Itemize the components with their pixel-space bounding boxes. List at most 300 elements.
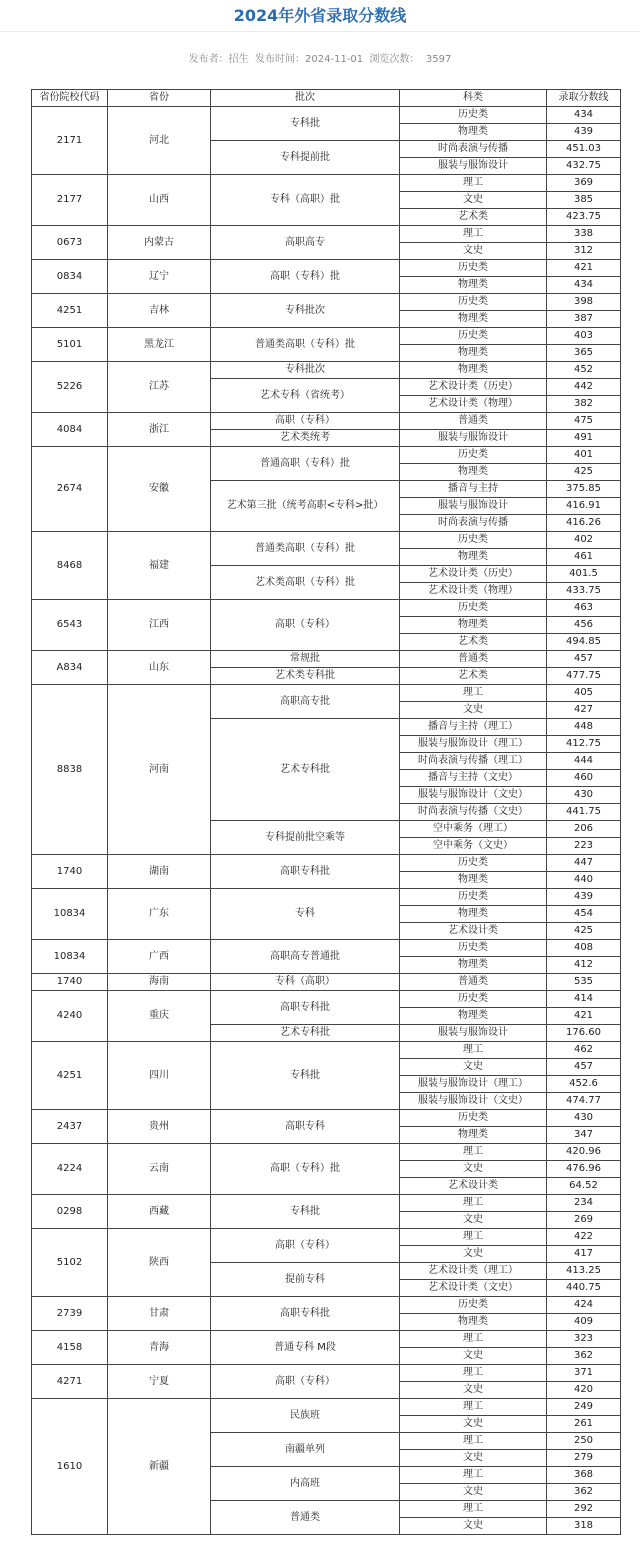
score-cell: 64.52 — [547, 1178, 621, 1195]
batch-cell: 专科批 — [211, 107, 400, 141]
score-cell: 434 — [547, 107, 621, 124]
batch-cell: 普通专科 M段 — [211, 1331, 400, 1365]
province-cell: 四川 — [108, 1042, 211, 1110]
batch-cell: 普通高职（专科）批 — [211, 447, 400, 481]
category-cell: 播音与主持（文史） — [400, 770, 547, 787]
category-cell: 历史类 — [400, 991, 547, 1008]
province-cell: 安徽 — [108, 447, 211, 532]
score-cell: 440 — [547, 872, 621, 889]
score-cell: 403 — [547, 328, 621, 345]
publisher-label: 发布者： — [188, 54, 229, 65]
score-cell: 422 — [547, 1229, 621, 1246]
category-cell: 艺术类 — [400, 209, 547, 226]
province-cell: 山东 — [108, 651, 211, 685]
category-cell: 艺术类 — [400, 634, 547, 651]
batch-cell: 专科（高职） — [211, 974, 400, 991]
category-cell: 物理类 — [400, 311, 547, 328]
category-cell: 服装与服饰设计（理工） — [400, 1076, 547, 1093]
table-row — [32, 1229, 621, 1246]
table-row — [32, 107, 621, 124]
header-score: 录取分数线 — [547, 90, 621, 107]
score-cell: 206 — [547, 821, 621, 838]
score-cell: 371 — [547, 1365, 621, 1382]
category-cell: 服装与服饰设计 — [400, 1025, 547, 1042]
school-code-cell: 8838 — [32, 685, 108, 855]
batch-cell: 艺术类高职（专科）批 — [211, 566, 400, 600]
category-cell: 文史 — [400, 1484, 547, 1501]
category-cell: 艺术设计类（物理） — [400, 396, 547, 413]
category-cell: 物理类 — [400, 957, 547, 974]
batch-cell: 艺术类统考 — [211, 430, 400, 447]
batch-cell: 高职（专科） — [211, 1365, 400, 1399]
table-row — [32, 532, 621, 549]
school-code-cell: 0834 — [32, 260, 108, 294]
province-cell: 云南 — [108, 1144, 211, 1195]
score-cell: 425 — [547, 923, 621, 940]
score-cell: 223 — [547, 838, 621, 855]
score-cell: 323 — [547, 1331, 621, 1348]
score-cell: 176.60 — [547, 1025, 621, 1042]
category-cell: 文史 — [400, 702, 547, 719]
province-cell: 宁夏 — [108, 1365, 211, 1399]
score-cell: 452.6 — [547, 1076, 621, 1093]
score-table-body — [32, 90, 621, 1535]
score-cell: 412 — [547, 957, 621, 974]
category-cell: 服装与服饰设计 — [400, 498, 547, 515]
batch-cell: 专科提前批空乘等 — [211, 821, 400, 855]
score-cell: 424 — [547, 1297, 621, 1314]
score-cell: 425 — [547, 464, 621, 481]
school-code-cell: 10834 — [32, 940, 108, 974]
batch-cell: 南疆单列 — [211, 1433, 400, 1467]
batch-cell: 艺术第三批（统考高职<专科>批） — [211, 481, 400, 532]
score-cell: 312 — [547, 243, 621, 260]
batch-cell: 高职专科批 — [211, 1297, 400, 1331]
batch-cell: 专科批次 — [211, 362, 400, 379]
school-code-cell: 2437 — [32, 1110, 108, 1144]
category-cell: 艺术设计类 — [400, 1178, 547, 1195]
school-code-cell: 4158 — [32, 1331, 108, 1365]
score-cell: 385 — [547, 192, 621, 209]
score-cell: 427 — [547, 702, 621, 719]
table-row — [32, 651, 621, 668]
batch-cell: 普通类高职（专科）批 — [211, 328, 400, 362]
table-row — [32, 1399, 621, 1416]
school-code-cell: 10834 — [32, 889, 108, 940]
score-cell: 269 — [547, 1212, 621, 1229]
batch-cell: 专科批 — [211, 1042, 400, 1110]
school-code-cell: 5226 — [32, 362, 108, 413]
score-cell: 279 — [547, 1450, 621, 1467]
batch-cell: 高职（专科） — [211, 413, 400, 430]
score-cell: 421 — [547, 1008, 621, 1025]
school-code-cell: A834 — [32, 651, 108, 685]
category-cell: 文史 — [400, 1246, 547, 1263]
category-cell: 服装与服饰设计（文史） — [400, 1093, 547, 1110]
province-cell: 江西 — [108, 600, 211, 651]
category-cell: 理工 — [400, 1399, 547, 1416]
category-cell: 历史类 — [400, 1297, 547, 1314]
score-cell: 362 — [547, 1348, 621, 1365]
table-row — [32, 889, 621, 906]
category-cell: 播音与主持 — [400, 481, 547, 498]
school-code-cell: 0298 — [32, 1195, 108, 1229]
score-cell: 457 — [547, 1059, 621, 1076]
category-cell: 历史类 — [400, 940, 547, 957]
score-cell: 441.75 — [547, 804, 621, 821]
category-cell: 文史 — [400, 1518, 547, 1535]
school-code-cell: 5102 — [32, 1229, 108, 1297]
table-row — [32, 940, 621, 957]
score-cell: 401.5 — [547, 566, 621, 583]
score-cell: 447 — [547, 855, 621, 872]
school-code-cell: 4224 — [32, 1144, 108, 1195]
category-cell: 文史 — [400, 192, 547, 209]
publish-time: 2024-11-01 — [305, 54, 364, 65]
table-row — [32, 1297, 621, 1314]
batch-cell: 常规批 — [211, 651, 400, 668]
table-row — [32, 175, 621, 192]
province-cell: 海南 — [108, 974, 211, 991]
category-cell: 历史类 — [400, 294, 547, 311]
school-code-cell: 1610 — [32, 1399, 108, 1535]
table-row — [32, 685, 621, 702]
province-cell: 辽宁 — [108, 260, 211, 294]
table-row — [32, 1331, 621, 1348]
batch-cell: 艺术类专科批 — [211, 668, 400, 685]
table-row — [32, 1144, 621, 1161]
table-row — [32, 328, 621, 345]
category-cell: 艺术设计类（理工） — [400, 1263, 547, 1280]
category-cell: 文史 — [400, 1382, 547, 1399]
publisher: 招生 — [228, 54, 249, 65]
score-cell: 439 — [547, 124, 621, 141]
batch-cell: 艺术专科批 — [211, 719, 400, 821]
school-code-cell: 2171 — [32, 107, 108, 175]
category-cell: 文史 — [400, 1416, 547, 1433]
category-cell: 理工 — [400, 1195, 547, 1212]
score-cell: 444 — [547, 753, 621, 770]
score-cell: 409 — [547, 1314, 621, 1331]
category-cell: 文史 — [400, 1161, 547, 1178]
article-meta — [0, 52, 640, 68]
table-row — [32, 1365, 621, 1382]
score-cell: 398 — [547, 294, 621, 311]
school-code-cell: 2177 — [32, 175, 108, 226]
table-row — [32, 600, 621, 617]
category-cell: 理工 — [400, 1042, 547, 1059]
batch-cell: 高职（专科）批 — [211, 260, 400, 294]
category-cell: 文史 — [400, 1059, 547, 1076]
score-cell: 408 — [547, 940, 621, 957]
category-cell: 物理类 — [400, 464, 547, 481]
category-cell: 历史类 — [400, 107, 547, 124]
table-row — [32, 1042, 621, 1059]
score-cell: 433.75 — [547, 583, 621, 600]
score-cell: 434 — [547, 277, 621, 294]
table-row — [32, 226, 621, 243]
score-cell: 432.75 — [547, 158, 621, 175]
score-cell: 250 — [547, 1433, 621, 1450]
score-cell: 439 — [547, 889, 621, 906]
score-cell: 368 — [547, 1467, 621, 1484]
category-cell: 理工 — [400, 1433, 547, 1450]
category-cell: 文史 — [400, 1348, 547, 1365]
school-code-cell: 8468 — [32, 532, 108, 600]
category-cell: 理工 — [400, 1365, 547, 1382]
category-cell: 服装与服饰设计（理工） — [400, 736, 547, 753]
category-cell: 时尚表演与传播（文史） — [400, 804, 547, 821]
score-cell: 347 — [547, 1127, 621, 1144]
batch-cell: 高职高专普通批 — [211, 940, 400, 974]
batch-cell: 提前专科 — [211, 1263, 400, 1297]
score-cell: 474.77 — [547, 1093, 621, 1110]
batch-cell: 内高班 — [211, 1467, 400, 1501]
score-cell: 402 — [547, 532, 621, 549]
category-cell: 艺术设计类（文史） — [400, 1280, 547, 1297]
view-count-label: 浏览次数： — [369, 54, 420, 65]
category-cell: 物理类 — [400, 1008, 547, 1025]
category-cell: 历史类 — [400, 447, 547, 464]
school-code-cell: 4084 — [32, 413, 108, 447]
header-code: 省份院校代码 — [32, 90, 108, 107]
batch-cell: 高职（专科） — [211, 600, 400, 651]
province-cell: 西藏 — [108, 1195, 211, 1229]
school-code-cell: 1740 — [32, 974, 108, 991]
category-cell: 艺术设计类（历史） — [400, 379, 547, 396]
score-cell: 420.96 — [547, 1144, 621, 1161]
category-cell: 普通类 — [400, 413, 547, 430]
score-cell: 417 — [547, 1246, 621, 1263]
score-cell: 430 — [547, 787, 621, 804]
score-cell: 292 — [547, 1501, 621, 1518]
province-cell: 陕西 — [108, 1229, 211, 1297]
score-cell: 454 — [547, 906, 621, 923]
category-cell: 艺术设计类 — [400, 923, 547, 940]
batch-cell: 高职（专科）批 — [211, 1144, 400, 1195]
school-code-cell: 4271 — [32, 1365, 108, 1399]
score-cell: 460 — [547, 770, 621, 787]
province-cell: 重庆 — [108, 991, 211, 1042]
score-cell: 249 — [547, 1399, 621, 1416]
score-cell: 423.75 — [547, 209, 621, 226]
score-cell: 338 — [547, 226, 621, 243]
header-province: 省份 — [108, 90, 211, 107]
category-cell: 服装与服饰设计 — [400, 158, 547, 175]
batch-cell: 专科（高职）批 — [211, 175, 400, 226]
province-cell: 福建 — [108, 532, 211, 600]
category-cell: 时尚表演与传播 — [400, 515, 547, 532]
school-code-cell: 0673 — [32, 226, 108, 260]
category-cell: 历史类 — [400, 328, 547, 345]
batch-cell: 高职高专 — [211, 226, 400, 260]
publish-time-label: 发布时间： — [255, 54, 306, 65]
province-cell: 山西 — [108, 175, 211, 226]
category-cell: 物理类 — [400, 549, 547, 566]
school-code-cell: 2674 — [32, 447, 108, 532]
category-cell: 物理类 — [400, 872, 547, 889]
score-cell: 421 — [547, 260, 621, 277]
score-cell: 416.26 — [547, 515, 621, 532]
score-cell: 535 — [547, 974, 621, 991]
header-category: 科类 — [400, 90, 547, 107]
score-cell: 463 — [547, 600, 621, 617]
score-cell: 375.85 — [547, 481, 621, 498]
score-cell: 405 — [547, 685, 621, 702]
province-cell: 湖南 — [108, 855, 211, 889]
category-cell: 历史类 — [400, 889, 547, 906]
province-cell: 广西 — [108, 940, 211, 974]
score-cell: 461 — [547, 549, 621, 566]
score-cell: 477.75 — [547, 668, 621, 685]
score-cell: 413.25 — [547, 1263, 621, 1280]
batch-cell: 专科批 — [211, 1195, 400, 1229]
score-cell: 451.03 — [547, 141, 621, 158]
table-row — [32, 447, 621, 464]
school-code-cell: 6543 — [32, 600, 108, 651]
page-title: 2024年外省录取分数线 — [233, 6, 407, 25]
category-cell: 文史 — [400, 1450, 547, 1467]
category-cell: 历史类 — [400, 532, 547, 549]
category-cell: 空中乘务（文史） — [400, 838, 547, 855]
category-cell: 历史类 — [400, 855, 547, 872]
category-cell: 文史 — [400, 1212, 547, 1229]
score-cell: 440.75 — [547, 1280, 621, 1297]
score-cell: 430 — [547, 1110, 621, 1127]
province-cell: 吉林 — [108, 294, 211, 328]
batch-cell: 专科批次 — [211, 294, 400, 328]
province-cell: 河南 — [108, 685, 211, 855]
score-cell: 456 — [547, 617, 621, 634]
category-cell: 时尚表演与传播 — [400, 141, 547, 158]
header-batch: 批次 — [211, 90, 400, 107]
category-cell: 物理类 — [400, 617, 547, 634]
score-cell: 476.96 — [547, 1161, 621, 1178]
table-row — [32, 294, 621, 311]
school-code-cell: 5101 — [32, 328, 108, 362]
category-cell: 服装与服饰设计 — [400, 430, 547, 447]
category-cell: 空中乘务（理工） — [400, 821, 547, 838]
score-cell: 318 — [547, 1518, 621, 1535]
province-cell: 黑龙江 — [108, 328, 211, 362]
table-header-row — [32, 90, 621, 107]
category-cell: 物理类 — [400, 124, 547, 141]
category-cell: 理工 — [400, 1467, 547, 1484]
batch-cell: 民族班 — [211, 1399, 400, 1433]
batch-cell: 艺术专科（省统考） — [211, 379, 400, 413]
score-cell: 387 — [547, 311, 621, 328]
school-code-cell: 4251 — [32, 294, 108, 328]
category-cell: 物理类 — [400, 906, 547, 923]
score-cell: 462 — [547, 1042, 621, 1059]
category-cell: 文史 — [400, 243, 547, 260]
score-cell: 369 — [547, 175, 621, 192]
table-row — [32, 260, 621, 277]
province-cell: 河北 — [108, 107, 211, 175]
batch-cell: 专科提前批 — [211, 141, 400, 175]
category-cell: 历史类 — [400, 1110, 547, 1127]
batch-cell: 艺术专科批 — [211, 1025, 400, 1042]
category-cell: 理工 — [400, 226, 547, 243]
province-cell: 江苏 — [108, 362, 211, 413]
category-cell: 服装与服饰设计（文史） — [400, 787, 547, 804]
category-cell: 理工 — [400, 685, 547, 702]
score-cell: 365 — [547, 345, 621, 362]
category-cell: 理工 — [400, 1331, 547, 1348]
score-cell: 362 — [547, 1484, 621, 1501]
score-cell: 442 — [547, 379, 621, 396]
title-divider — [0, 31, 640, 32]
category-cell: 物理类 — [400, 1127, 547, 1144]
school-code-cell: 2739 — [32, 1297, 108, 1331]
province-cell: 新疆 — [108, 1399, 211, 1535]
batch-cell: 高职（专科） — [211, 1229, 400, 1263]
batch-cell: 高职专科批 — [211, 855, 400, 889]
school-code-cell: 1740 — [32, 855, 108, 889]
score-cell: 401 — [547, 447, 621, 464]
score-cell: 475 — [547, 413, 621, 430]
table-row — [32, 974, 621, 991]
province-cell: 青海 — [108, 1331, 211, 1365]
category-cell: 理工 — [400, 1501, 547, 1518]
score-cell: 448 — [547, 719, 621, 736]
category-cell: 普通类 — [400, 651, 547, 668]
batch-cell: 高职高专批 — [211, 685, 400, 719]
score-cell: 452 — [547, 362, 621, 379]
score-cell: 491 — [547, 430, 621, 447]
score-cell: 420 — [547, 1382, 621, 1399]
table-row — [32, 1195, 621, 1212]
category-cell: 物理类 — [400, 345, 547, 362]
batch-cell: 专科 — [211, 889, 400, 940]
category-cell: 历史类 — [400, 260, 547, 277]
score-cell: 382 — [547, 396, 621, 413]
admission-score-table — [31, 89, 621, 1535]
batch-cell: 普通类 — [211, 1501, 400, 1535]
score-cell: 412.75 — [547, 736, 621, 753]
province-cell: 浙江 — [108, 413, 211, 447]
score-cell: 234 — [547, 1195, 621, 1212]
category-cell: 理工 — [400, 1229, 547, 1246]
batch-cell: 高职专科 — [211, 1110, 400, 1144]
batch-cell: 高职专科批 — [211, 991, 400, 1025]
category-cell: 物理类 — [400, 277, 547, 294]
school-code-cell: 4240 — [32, 991, 108, 1042]
category-cell: 艺术类 — [400, 668, 547, 685]
table-row — [32, 413, 621, 430]
province-cell: 内蒙古 — [108, 226, 211, 260]
category-cell: 理工 — [400, 175, 547, 192]
table-row — [32, 855, 621, 872]
category-cell: 艺术设计类（历史） — [400, 566, 547, 583]
category-cell: 历史类 — [400, 600, 547, 617]
category-cell: 播音与主持（理工） — [400, 719, 547, 736]
table-row — [32, 362, 621, 379]
score-cell: 414 — [547, 991, 621, 1008]
category-cell: 物理类 — [400, 362, 547, 379]
score-cell: 416.91 — [547, 498, 621, 515]
category-cell: 艺术设计类（物理） — [400, 583, 547, 600]
table-row — [32, 1110, 621, 1127]
view-count: 3597 — [425, 54, 452, 65]
province-cell: 贵州 — [108, 1110, 211, 1144]
school-code-cell: 4251 — [32, 1042, 108, 1110]
score-cell: 261 — [547, 1416, 621, 1433]
table-row — [32, 991, 621, 1008]
category-cell: 普通类 — [400, 974, 547, 991]
score-cell: 457 — [547, 651, 621, 668]
category-cell: 物理类 — [400, 1314, 547, 1331]
